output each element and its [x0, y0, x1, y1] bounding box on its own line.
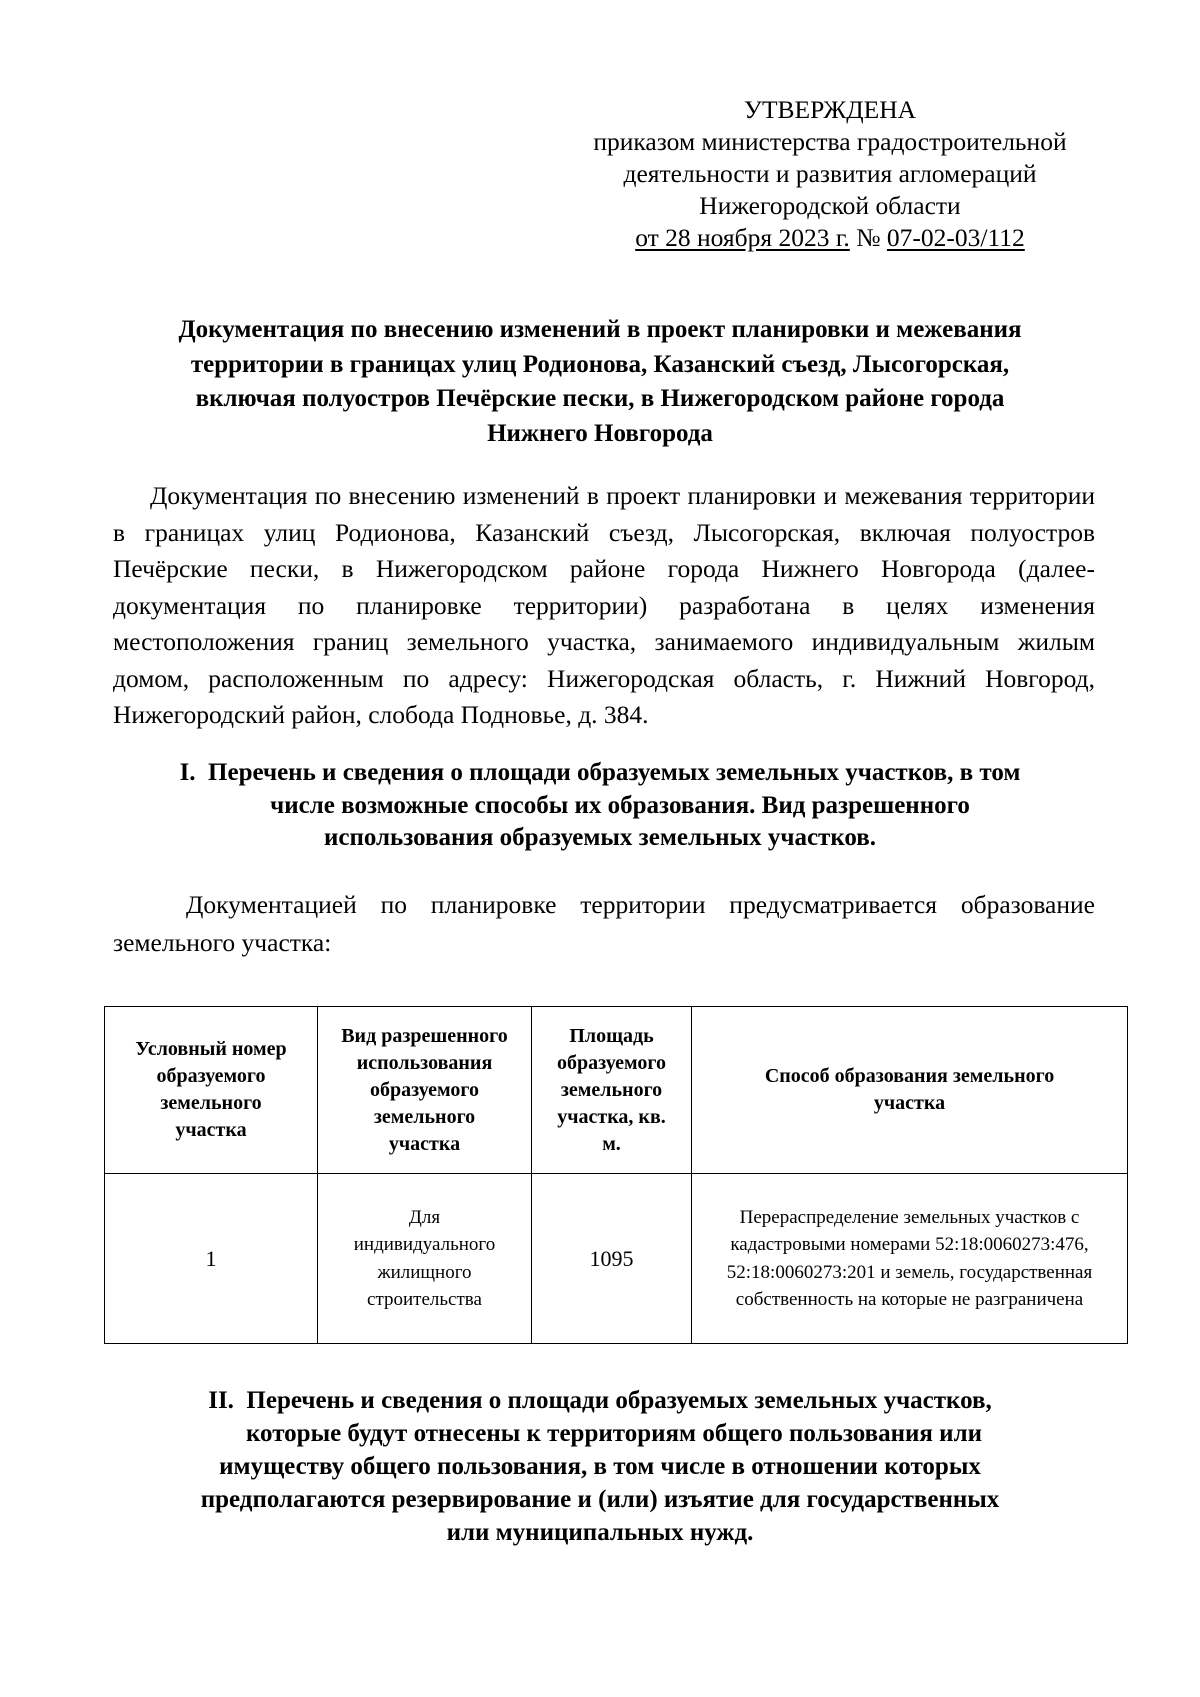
approval-status: УТВЕРЖДЕНА	[743, 95, 917, 124]
title-line-3: включая полуостров Печёрские пески, в Нижегородском районе города	[195, 385, 1005, 412]
section-2-line-3: имуществу общего пользования, в том числе в отношении которых	[219, 1453, 981, 1480]
approval-date: от 28 ноября 2023 г.	[635, 223, 850, 252]
section-2-heading	[110, 1384, 1090, 1549]
header-plot-number: Условный номер образуемого земельного участка	[105, 1007, 318, 1174]
provision-paragraph: Документацией по планировке территории предусматривается образование земельного участка:	[113, 890, 1095, 957]
approval-stamp	[560, 94, 1100, 254]
approval-order	[560, 222, 1100, 254]
intro-paragraph: Документация по внесению изменений в проект планировки и межевания территории в границах улиц Родионова, Казанский съезд, Лысогорская, включая полуостров Печёрские пески, в Нижегородском районе города Нижнего Новгорода (далее-документация по планировке территории) разработана в целях изменения местоположения границ земельного участка, занимаемого индивидуальным жилым домом, расположенным по адресу: Нижегородская область, г. Нижний Новгород, Нижегородский район, слобода Подновье, д. 384.	[113, 481, 1095, 729]
document-title	[110, 313, 1090, 451]
header-area: Площадь образуемого земельного участка, кв. м.	[532, 1007, 692, 1174]
section-2-line-4: предполагаются резервирование и (или) изъятие для государственных	[200, 1486, 1000, 1513]
cell-formation-method: Перераспределение земельных участков с кадастровыми номерами 52:18:0060273:476, 52:18:0060273:201 и земель, государственная собственность на которые не разграничена	[692, 1174, 1128, 1344]
table-header-row	[105, 1007, 1128, 1174]
header-permitted-use: Вид разрешенного использования образуемого земельного участка	[318, 1007, 532, 1174]
approval-line-2: деятельности и развития агломераций	[623, 159, 1037, 188]
section-1-heading	[110, 757, 1090, 855]
land-plots-table	[104, 1006, 1128, 1344]
cell-permitted-use: Для индивидуального жилищного строительства	[318, 1174, 532, 1344]
section-1-line-1: I. Перечень и сведения о площади образуемых земельных участков, в том	[179, 759, 1021, 786]
section-2-line-5: или муниципальных нужд.	[446, 1519, 754, 1546]
section-1-line-3: использования образуемых земельных участков.	[323, 824, 877, 851]
section-2-line-1: II. Перечень и сведения о площади образуемых земельных участков,	[208, 1387, 992, 1414]
cell-plot-number: 1	[105, 1174, 318, 1344]
section-1-line-2: числе возможные способы их образования. Вид разрешенного	[270, 791, 970, 819]
approval-line-3: Нижегородской области	[699, 191, 961, 220]
header-formation-method: Способ образования земельного участка	[692, 1007, 1128, 1174]
title-line-4: Нижнего Новгорода	[487, 419, 713, 447]
table-row	[105, 1174, 1128, 1344]
title-line-1: Документация по внесению изменений в проект планировки и межевания	[178, 316, 1022, 343]
cell-area: 1095	[532, 1174, 692, 1344]
approval-number: 07-02-03/112	[886, 223, 1025, 252]
approval-number-sign: №	[849, 223, 887, 252]
approval-line-1: приказом министерства градостроительной	[593, 127, 1067, 156]
title-line-2: территории в границах улиц Родионова, Казанский съезд, Лысогорская,	[190, 350, 1010, 378]
section-2-line-2: которые будут отнесены к территориям общего пользования или	[245, 1420, 983, 1447]
